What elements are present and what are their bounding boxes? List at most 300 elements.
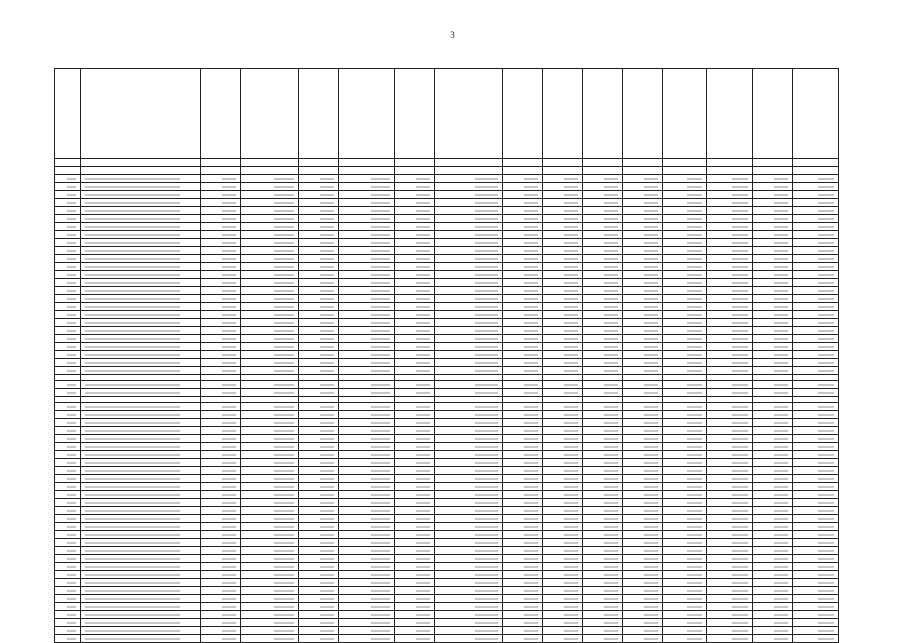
illegible-text <box>524 430 538 432</box>
table-row <box>55 287 839 295</box>
illegible-text <box>604 322 618 324</box>
table-cell <box>583 319 623 327</box>
table-cell <box>435 539 503 547</box>
illegible-text <box>320 526 334 528</box>
illegible-text <box>67 258 76 260</box>
table-cell <box>663 403 707 411</box>
illegible-text <box>222 454 236 456</box>
illegible-text <box>774 478 788 480</box>
table-cell <box>201 483 241 491</box>
table-cell <box>663 467 707 475</box>
table-cell <box>201 343 241 351</box>
table-cell <box>201 255 241 263</box>
illegible-text <box>564 630 578 632</box>
illegible-text <box>475 226 498 228</box>
illegible-text <box>604 478 618 480</box>
illegible-text <box>564 526 578 528</box>
illegible-text <box>475 354 498 356</box>
illegible-text <box>85 566 180 568</box>
table-cell <box>241 619 299 627</box>
illegible-text <box>320 226 334 228</box>
table-cell <box>623 159 663 167</box>
table-cell <box>299 427 339 435</box>
illegible-text <box>604 186 618 188</box>
illegible-text <box>564 362 578 364</box>
table-row <box>55 571 839 579</box>
illegible-text <box>524 282 538 284</box>
table-row <box>55 175 839 183</box>
illegible-text <box>818 330 834 332</box>
illegible-text <box>320 414 334 416</box>
table-cell <box>793 547 839 555</box>
table-cell <box>753 167 793 175</box>
table-row <box>55 403 839 411</box>
table-cell <box>753 571 793 579</box>
illegible-text <box>604 178 618 180</box>
illegible-text <box>687 322 702 324</box>
illegible-text <box>274 370 294 372</box>
table-cell <box>201 443 241 451</box>
illegible-text <box>416 194 430 196</box>
table-cell <box>543 411 583 419</box>
table-cell <box>299 199 339 207</box>
table-cell <box>55 411 81 419</box>
table-cell <box>81 611 201 619</box>
illegible-text <box>320 274 334 276</box>
table-cell <box>435 263 503 271</box>
table-cell <box>299 167 339 175</box>
table-cell <box>543 635 583 643</box>
table-cell <box>793 207 839 215</box>
illegible-text <box>320 630 334 632</box>
table-cell <box>241 435 299 443</box>
table-cell <box>241 311 299 319</box>
table-cell <box>299 579 339 587</box>
illegible-text <box>818 210 834 212</box>
table-cell <box>435 223 503 231</box>
illegible-text <box>85 542 180 544</box>
illegible-text <box>774 186 788 188</box>
illegible-text <box>371 178 390 180</box>
illegible-text <box>222 590 236 592</box>
table-cell <box>543 459 583 467</box>
illegible-text <box>564 178 578 180</box>
table-cell <box>623 619 663 627</box>
illegible-text <box>320 438 334 440</box>
table-cell <box>241 175 299 183</box>
illegible-text <box>564 298 578 300</box>
illegible-text <box>644 566 658 568</box>
table-cell <box>583 515 623 523</box>
illegible-text <box>818 194 834 196</box>
illegible-text <box>67 422 76 424</box>
illegible-text <box>732 338 748 340</box>
illegible-text <box>687 518 702 520</box>
table-cell <box>339 279 395 287</box>
table-cell <box>543 499 583 507</box>
table-cell <box>583 167 623 175</box>
illegible-text <box>564 266 578 268</box>
table-cell <box>583 579 623 587</box>
illegible-text <box>687 574 702 576</box>
table-cell <box>241 499 299 507</box>
table-cell <box>55 255 81 263</box>
table-cell <box>201 359 241 367</box>
table-cell <box>339 175 395 183</box>
illegible-text <box>774 470 788 472</box>
table-row <box>55 579 839 587</box>
table-cell <box>55 231 81 239</box>
table-cell <box>435 381 503 389</box>
table-cell <box>241 555 299 563</box>
table-cell <box>543 579 583 587</box>
table-cell <box>241 287 299 295</box>
illegible-text <box>564 558 578 560</box>
illegible-text <box>774 392 788 394</box>
table-cell <box>395 167 435 175</box>
illegible-text <box>85 622 180 624</box>
illegible-text <box>818 322 834 324</box>
table-cell <box>707 435 753 443</box>
illegible-text <box>67 590 76 592</box>
illegible-text <box>732 274 748 276</box>
illegible-text <box>475 290 498 292</box>
illegible-text <box>67 494 76 496</box>
table-cell <box>663 499 707 507</box>
illegible-text <box>67 430 76 432</box>
illegible-text <box>274 178 294 180</box>
illegible-text <box>604 330 618 332</box>
table-cell <box>81 239 201 247</box>
illegible-text <box>67 384 76 386</box>
table-cell <box>623 319 663 327</box>
illegible-text <box>644 242 658 244</box>
illegible-text <box>524 414 538 416</box>
table-cell <box>395 411 435 419</box>
illegible-text <box>732 234 748 236</box>
table-cell <box>663 419 707 427</box>
illegible-text <box>274 354 294 356</box>
illegible-text <box>475 258 498 260</box>
table-cell <box>623 389 663 397</box>
illegible-text <box>85 630 180 632</box>
illegible-text <box>687 414 702 416</box>
table-cell <box>623 167 663 175</box>
table-cell <box>81 555 201 563</box>
illegible-text <box>774 446 788 448</box>
table-cell <box>435 215 503 223</box>
table-cell <box>241 183 299 191</box>
table-row <box>55 507 839 515</box>
illegible-text <box>687 226 702 228</box>
table-cell <box>623 459 663 467</box>
table-cell <box>55 475 81 483</box>
table-cell <box>753 475 793 483</box>
illegible-text <box>222 470 236 472</box>
table-cell <box>503 311 543 319</box>
table-cell <box>81 475 201 483</box>
table-cell <box>55 239 81 247</box>
table-cell <box>503 159 543 167</box>
illegible-text <box>818 338 834 340</box>
table-cell <box>753 539 793 547</box>
illegible-text <box>604 430 618 432</box>
table-cell <box>299 531 339 539</box>
table-cell <box>201 595 241 603</box>
table-cell <box>663 627 707 635</box>
table-cell <box>543 515 583 523</box>
table-cell <box>543 159 583 167</box>
table-cell <box>793 483 839 491</box>
table-row <box>55 587 839 595</box>
table-cell <box>663 327 707 335</box>
illegible-text <box>732 534 748 536</box>
table-cell <box>81 287 201 295</box>
illegible-text <box>687 362 702 364</box>
table-cell <box>753 443 793 451</box>
illegible-text <box>732 606 748 608</box>
table-cell <box>753 279 793 287</box>
table-cell <box>753 303 793 311</box>
table-cell <box>395 403 435 411</box>
illegible-text <box>416 502 430 504</box>
illegible-text <box>274 518 294 520</box>
illegible-text <box>320 322 334 324</box>
illegible-text <box>222 614 236 616</box>
illegible-text <box>818 542 834 544</box>
table-cell <box>299 255 339 263</box>
illegible-text <box>475 502 498 504</box>
illegible-text <box>687 566 702 568</box>
table-cell <box>299 223 339 231</box>
illegible-text <box>85 494 180 496</box>
illegible-text <box>732 242 748 244</box>
illegible-text <box>371 406 390 408</box>
illegible-text <box>475 274 498 276</box>
table-cell <box>241 367 299 375</box>
table-cell <box>339 419 395 427</box>
table-row <box>55 451 839 459</box>
illegible-text <box>818 414 834 416</box>
illegible-text <box>564 218 578 220</box>
illegible-text <box>818 590 834 592</box>
table-cell <box>707 443 753 451</box>
table-cell <box>55 403 81 411</box>
illegible-text <box>818 406 834 408</box>
table-cell <box>81 539 201 547</box>
illegible-text <box>222 606 236 608</box>
illegible-text <box>732 354 748 356</box>
table-cell <box>339 435 395 443</box>
illegible-text <box>774 226 788 228</box>
table-cell <box>623 555 663 563</box>
illegible-text <box>818 250 834 252</box>
table-cell <box>793 587 839 595</box>
table-cell <box>543 531 583 539</box>
table-cell <box>793 247 839 255</box>
illegible-text <box>524 274 538 276</box>
illegible-text <box>371 258 390 260</box>
illegible-text <box>371 218 390 220</box>
illegible-text <box>320 478 334 480</box>
table-cell <box>793 523 839 531</box>
table-row <box>55 531 839 539</box>
table-cell <box>583 499 623 507</box>
table-cell <box>201 295 241 303</box>
table-cell <box>201 491 241 499</box>
illegible-text <box>274 478 294 480</box>
illegible-text <box>564 598 578 600</box>
illegible-text <box>644 534 658 536</box>
table-cell <box>81 579 201 587</box>
illegible-text <box>274 558 294 560</box>
table-cell <box>395 335 435 343</box>
illegible-text <box>687 274 702 276</box>
illegible-text <box>371 250 390 252</box>
illegible-text <box>644 290 658 292</box>
table-cell <box>543 239 583 247</box>
illegible-text <box>320 210 334 212</box>
illegible-text <box>85 330 180 332</box>
illegible-text <box>475 534 498 536</box>
table-cell <box>503 427 543 435</box>
table-cell <box>241 295 299 303</box>
illegible-text <box>371 526 390 528</box>
illegible-text <box>524 598 538 600</box>
table-cell <box>395 247 435 255</box>
illegible-text <box>774 338 788 340</box>
illegible-text <box>475 630 498 632</box>
illegible-text <box>732 630 748 632</box>
table-cell <box>543 427 583 435</box>
table-cell <box>663 239 707 247</box>
illegible-text <box>475 430 498 432</box>
illegible-text <box>475 438 498 440</box>
illegible-text <box>604 414 618 416</box>
table-cell <box>241 627 299 635</box>
illegible-text <box>85 210 180 212</box>
table-cell <box>503 389 543 397</box>
table-cell <box>339 287 395 295</box>
table-cell <box>583 555 623 563</box>
table-cell <box>241 403 299 411</box>
table-cell <box>55 539 81 547</box>
illegible-text <box>85 194 180 196</box>
illegible-text <box>774 422 788 424</box>
table-cell <box>81 563 201 571</box>
illegible-text <box>687 590 702 592</box>
table-cell <box>81 335 201 343</box>
illegible-text <box>320 470 334 472</box>
illegible-text <box>774 362 788 364</box>
table-cell <box>201 555 241 563</box>
table-cell <box>339 223 395 231</box>
illegible-text <box>371 306 390 308</box>
illegible-text <box>644 306 658 308</box>
table-cell <box>503 619 543 627</box>
table-cell <box>663 175 707 183</box>
table-row <box>55 435 839 443</box>
illegible-text <box>524 550 538 552</box>
illegible-text <box>371 446 390 448</box>
table-cell <box>241 579 299 587</box>
table-cell <box>81 191 201 199</box>
table-cell <box>503 563 543 571</box>
table-cell <box>201 515 241 523</box>
table-cell <box>663 255 707 263</box>
illegible-text <box>732 282 748 284</box>
table-cell <box>623 247 663 255</box>
illegible-text <box>416 430 430 432</box>
illegible-text <box>475 518 498 520</box>
illegible-text <box>564 406 578 408</box>
illegible-text <box>274 274 294 276</box>
illegible-text <box>732 510 748 512</box>
illegible-text <box>475 582 498 584</box>
table-cell <box>753 411 793 419</box>
table-cell <box>663 381 707 389</box>
illegible-text <box>222 574 236 576</box>
illegible-text <box>67 186 76 188</box>
table-cell <box>543 467 583 475</box>
illegible-text <box>274 392 294 394</box>
table-cell <box>299 459 339 467</box>
table-cell <box>81 499 201 507</box>
illegible-text <box>475 566 498 568</box>
illegible-text <box>274 454 294 456</box>
table-cell <box>503 579 543 587</box>
illegible-text <box>687 558 702 560</box>
illegible-text <box>67 566 76 568</box>
table-cell <box>503 319 543 327</box>
illegible-text <box>274 462 294 464</box>
illegible-text <box>274 362 294 364</box>
illegible-text <box>687 298 702 300</box>
illegible-text <box>320 242 334 244</box>
table-cell <box>793 381 839 389</box>
illegible-text <box>774 438 788 440</box>
table-cell <box>543 69 583 159</box>
table-cell <box>543 263 583 271</box>
illegible-text <box>564 614 578 616</box>
table-cell <box>241 507 299 515</box>
table-cell <box>81 263 201 271</box>
table-cell <box>707 507 753 515</box>
table-cell <box>583 279 623 287</box>
illegible-text <box>564 606 578 608</box>
table-cell <box>395 69 435 159</box>
table-cell <box>623 475 663 483</box>
table-cell <box>707 547 753 555</box>
illegible-text <box>644 218 658 220</box>
illegible-text <box>644 614 658 616</box>
illegible-text <box>818 478 834 480</box>
table-cell <box>623 223 663 231</box>
illegible-text <box>818 346 834 348</box>
table-cell <box>55 223 81 231</box>
table-cell <box>81 403 201 411</box>
table-cell <box>241 279 299 287</box>
illegible-text <box>371 582 390 584</box>
table-cell <box>503 367 543 375</box>
table-cell <box>299 231 339 239</box>
table-cell <box>435 359 503 367</box>
table-cell <box>435 287 503 295</box>
table-cell <box>793 515 839 523</box>
illegible-text <box>564 534 578 536</box>
table-cell <box>339 563 395 571</box>
table-row <box>55 183 839 191</box>
